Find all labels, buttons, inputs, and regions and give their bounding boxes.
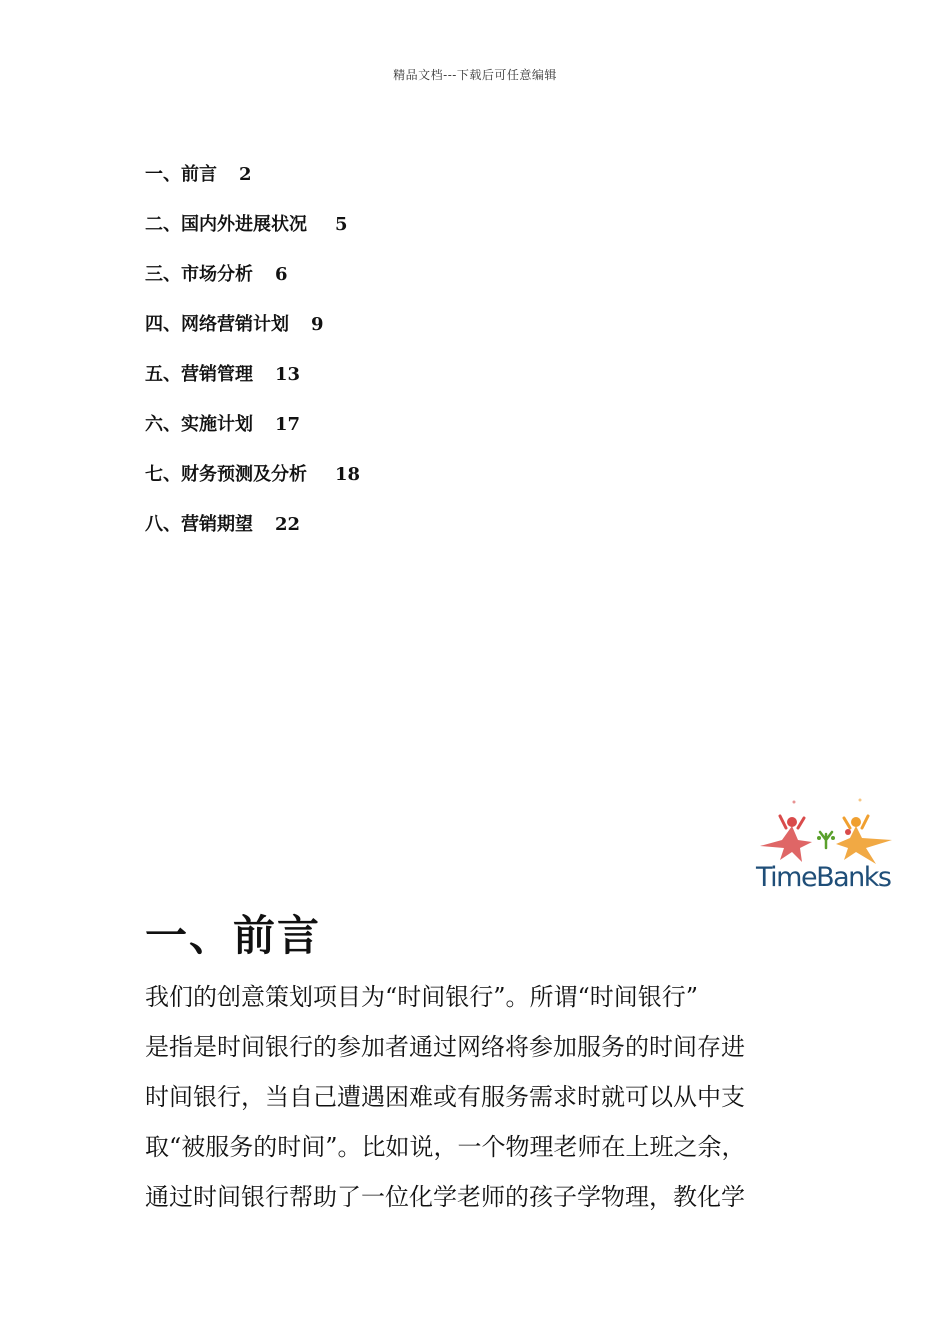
toc-item-page: 2 — [239, 164, 252, 185]
toc-item-page: 5 — [335, 214, 348, 235]
toc-item-page: 13 — [275, 364, 301, 385]
toc-item-title: 八、营销期望 — [145, 514, 253, 535]
body-line: 通过时间银行帮助了一位化学老师的孩子学物理，教化学 — [145, 1183, 745, 1211]
toc-item-title: 二、国内外进展状况 — [145, 214, 307, 235]
toc-item[interactable] — [145, 160, 360, 210]
toc-item[interactable] — [145, 310, 360, 360]
toc-item-title: 一、前言 — [145, 164, 217, 185]
toc-item-title: 七、财务预测及分析 — [145, 464, 307, 485]
body-line: 我们的创意策划项目为“时间银行”。所谓“时间银行” — [145, 983, 699, 1011]
toc-item-title: 四、网络营销计划 — [145, 314, 289, 335]
toc-item[interactable] — [145, 360, 360, 410]
toc-item-page: 9 — [311, 314, 324, 335]
toc-item-page: 17 — [275, 414, 301, 435]
toc-item-title: 六、实施计划 — [145, 414, 253, 435]
toc-item-title: 三、市场分析 — [145, 264, 253, 285]
body-line: 取“被服务的时间”。比如说，一个物理老师在上班之余， — [145, 1133, 746, 1161]
body-line: 时间银行，当自己遭遇困难或有服务需求时就可以从中支 — [145, 1083, 745, 1111]
timebanks-logo — [752, 796, 904, 900]
toc-item[interactable] — [145, 460, 360, 510]
logo-text: TimeBanks — [756, 862, 891, 893]
toc-item-title: 五、营销管理 — [145, 364, 253, 385]
toc-item-page: 6 — [275, 264, 288, 285]
toc-item-page: 18 — [335, 464, 361, 485]
toc-item[interactable] — [145, 510, 360, 560]
toc-item[interactable] — [145, 260, 360, 310]
logo-figures-icon — [752, 796, 904, 866]
table-of-contents — [145, 160, 360, 560]
toc-item[interactable] — [145, 410, 360, 460]
toc-item[interactable] — [145, 210, 360, 260]
page-header: 精品文档---下载后可任意编辑 — [393, 68, 557, 82]
toc-item-page: 22 — [275, 514, 301, 535]
body-paragraph — [145, 972, 805, 1222]
section-heading: 一、前言 — [145, 911, 322, 960]
body-line: 是指是时间银行的参加者通过网络将参加服务的时间存进 — [145, 1033, 745, 1061]
